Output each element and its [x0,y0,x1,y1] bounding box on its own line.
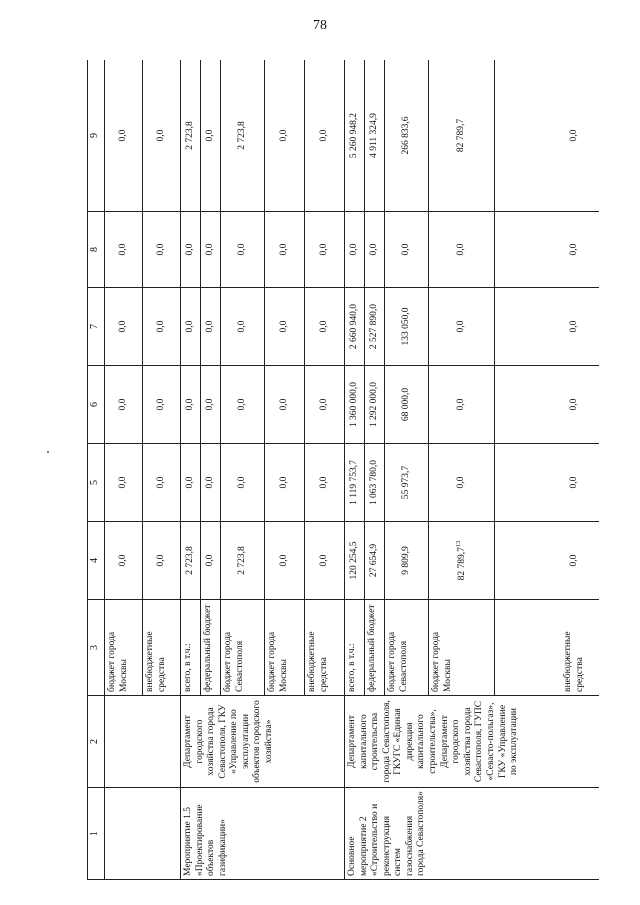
value-cell: 0,0 [201,60,221,212]
source-cell: бюджет города Москвы [265,600,305,696]
value-cell: 0,0 [143,212,181,288]
value-cell: 0,0 [181,444,201,522]
source-cell: бюджет города Москвы [429,600,495,696]
value-cell: 2 723,8 [221,60,265,212]
value-cell: 266 833,6 [385,60,429,212]
value-cell: 55 973,7 [385,444,429,522]
value-cell: 1 292 000,0 [365,366,385,444]
value-cell: 0,0 [429,212,495,288]
measure-executor: Департамент капитального строительства города Севастополя, ГКУГС «Единая дирекция капитального строительства», Департамент городского хозяйства города Севастополя, ГУПС «Севасто-польгаз», ГКУ «Управление по эксплуатации [345,696,600,788]
measure-executor: Департамент городского хозяйства города Севастополя, ГКУ «Управление по эксплуатации объектов городского хозяйства» [181,696,345,788]
value-cell: 0,0 [429,444,495,522]
scan-speck [47,451,49,453]
value-cell: 0,0 [305,288,345,366]
header-row [88,60,105,880]
value-cell: 0,0 [143,444,181,522]
measure-name: Основное мероприятие 2 «Строительство и реконструкция систем газоснабжения города Севастополя» [345,788,600,880]
value-cell: 0,0 [105,522,143,600]
value-cell: 0,0 [429,366,495,444]
value-cell: 27 654,9 [365,522,385,600]
value-cell: 0,0 [143,366,181,444]
value-cell: 0,0 [201,444,221,522]
rotated-table-frame [87,60,599,880]
value-cell: 0,0 [495,444,600,522]
value-cell: 68 000,0 [385,366,429,444]
page-number: 78 [313,18,327,33]
value-cell: 0,0 [495,522,600,600]
rotated-table-container [87,60,599,880]
value-cell: 0,0 [265,288,305,366]
value-cell: 0,0 [495,60,600,212]
empty-cell [105,788,181,880]
value-cell: 0,0 [495,288,600,366]
header-cell: 4 [88,522,105,600]
value-cell: 0,0 [221,288,265,366]
value-cell: 0,0 [305,444,345,522]
value-cell: 0,0 [495,366,600,444]
source-cell: внебюджетные средства [143,600,181,696]
source-cell: бюджет города Севастополя [385,600,429,696]
value-cell: 0,0 [495,212,600,288]
value-cell: 0,0 [105,444,143,522]
value-cell: 120 254,5 [345,522,365,600]
value-cell: 0,0 [201,522,221,600]
value-cell: 82 789,7 [429,60,495,212]
header-cell: 2 [88,696,105,788]
value-cell: 0,0 [221,366,265,444]
value-cell: 0,0 [143,288,181,366]
header-cell: 3 [88,600,105,696]
measure-name: Мероприятие 1.5 «Проектирование объектов газификации» [181,788,345,880]
header-cell: 7 [88,288,105,366]
value-cell: 0,0 [181,288,201,366]
value-cell: 0,0 [265,60,305,212]
value-text: 82 789,7 [456,547,467,581]
header-cell: 9 [88,60,105,212]
header-cell: 5 [88,444,105,522]
footnote-mark: 13 [454,540,462,548]
source-cell: внебюджетные средства [305,600,345,696]
value-cell: 0,0 [265,444,305,522]
value-cell: 2 723,8 [181,522,201,600]
table-row [345,60,365,880]
value-cell: 0,0 [365,212,385,288]
value-cell: 133 050,0 [385,288,429,366]
source-cell: всего, в т.ч.: [181,600,201,696]
header-cell: 1 [88,788,105,880]
empty-cell [105,696,181,788]
value-cell: 0,0 [201,212,221,288]
value-cell: 2 723,8 [181,60,201,212]
value-cell [429,522,495,600]
table-row [181,60,201,880]
table-row [105,60,143,880]
source-cell: внебюджетные средства [495,600,600,696]
value-cell: 0,0 [305,60,345,212]
value-cell: 1 360 000,0 [345,366,365,444]
value-cell: 2 660 940,0 [345,288,365,366]
value-cell: 0,0 [305,366,345,444]
budget-table [87,60,599,880]
source-cell: бюджет города Севастополя [221,600,265,696]
value-cell: 0,0 [265,522,305,600]
value-cell: 4 911 324,9 [365,60,385,212]
value-cell: 0,0 [143,60,181,212]
source-cell: бюджет города Москвы [105,600,143,696]
value-cell: 0,0 [105,366,143,444]
value-cell: 0,0 [265,212,305,288]
source-cell: федеральный бюджет [365,600,385,696]
value-cell: 0,0 [429,288,495,366]
header-cell: 6 [88,366,105,444]
value-cell: 0,0 [105,60,143,212]
value-cell: 0,0 [181,366,201,444]
value-cell: 9 809,9 [385,522,429,600]
value-cell: 1 063 780,0 [365,444,385,522]
value-cell: 0,0 [201,366,221,444]
value-cell: 2 527 890,0 [365,288,385,366]
value-cell: 0,0 [265,366,305,444]
value-cell: 0,0 [143,522,181,600]
value-cell: 0,0 [181,212,201,288]
value-cell: 0,0 [105,288,143,366]
value-cell: 0,0 [221,444,265,522]
value-cell: 0,0 [345,212,365,288]
value-cell: 0,0 [221,212,265,288]
value-cell: 5 260 948,2 [345,60,365,212]
value-cell: 2 723,8 [221,522,265,600]
value-cell: 0,0 [201,288,221,366]
header-cell: 8 [88,212,105,288]
value-cell: 1 119 753,7 [345,444,365,522]
source-cell: всего, в т.ч.: [345,600,365,696]
value-cell: 0,0 [105,212,143,288]
value-cell: 0,0 [305,522,345,600]
value-cell: 0,0 [385,212,429,288]
value-cell: 0,0 [305,212,345,288]
source-cell: федеральный бюджет [201,600,221,696]
